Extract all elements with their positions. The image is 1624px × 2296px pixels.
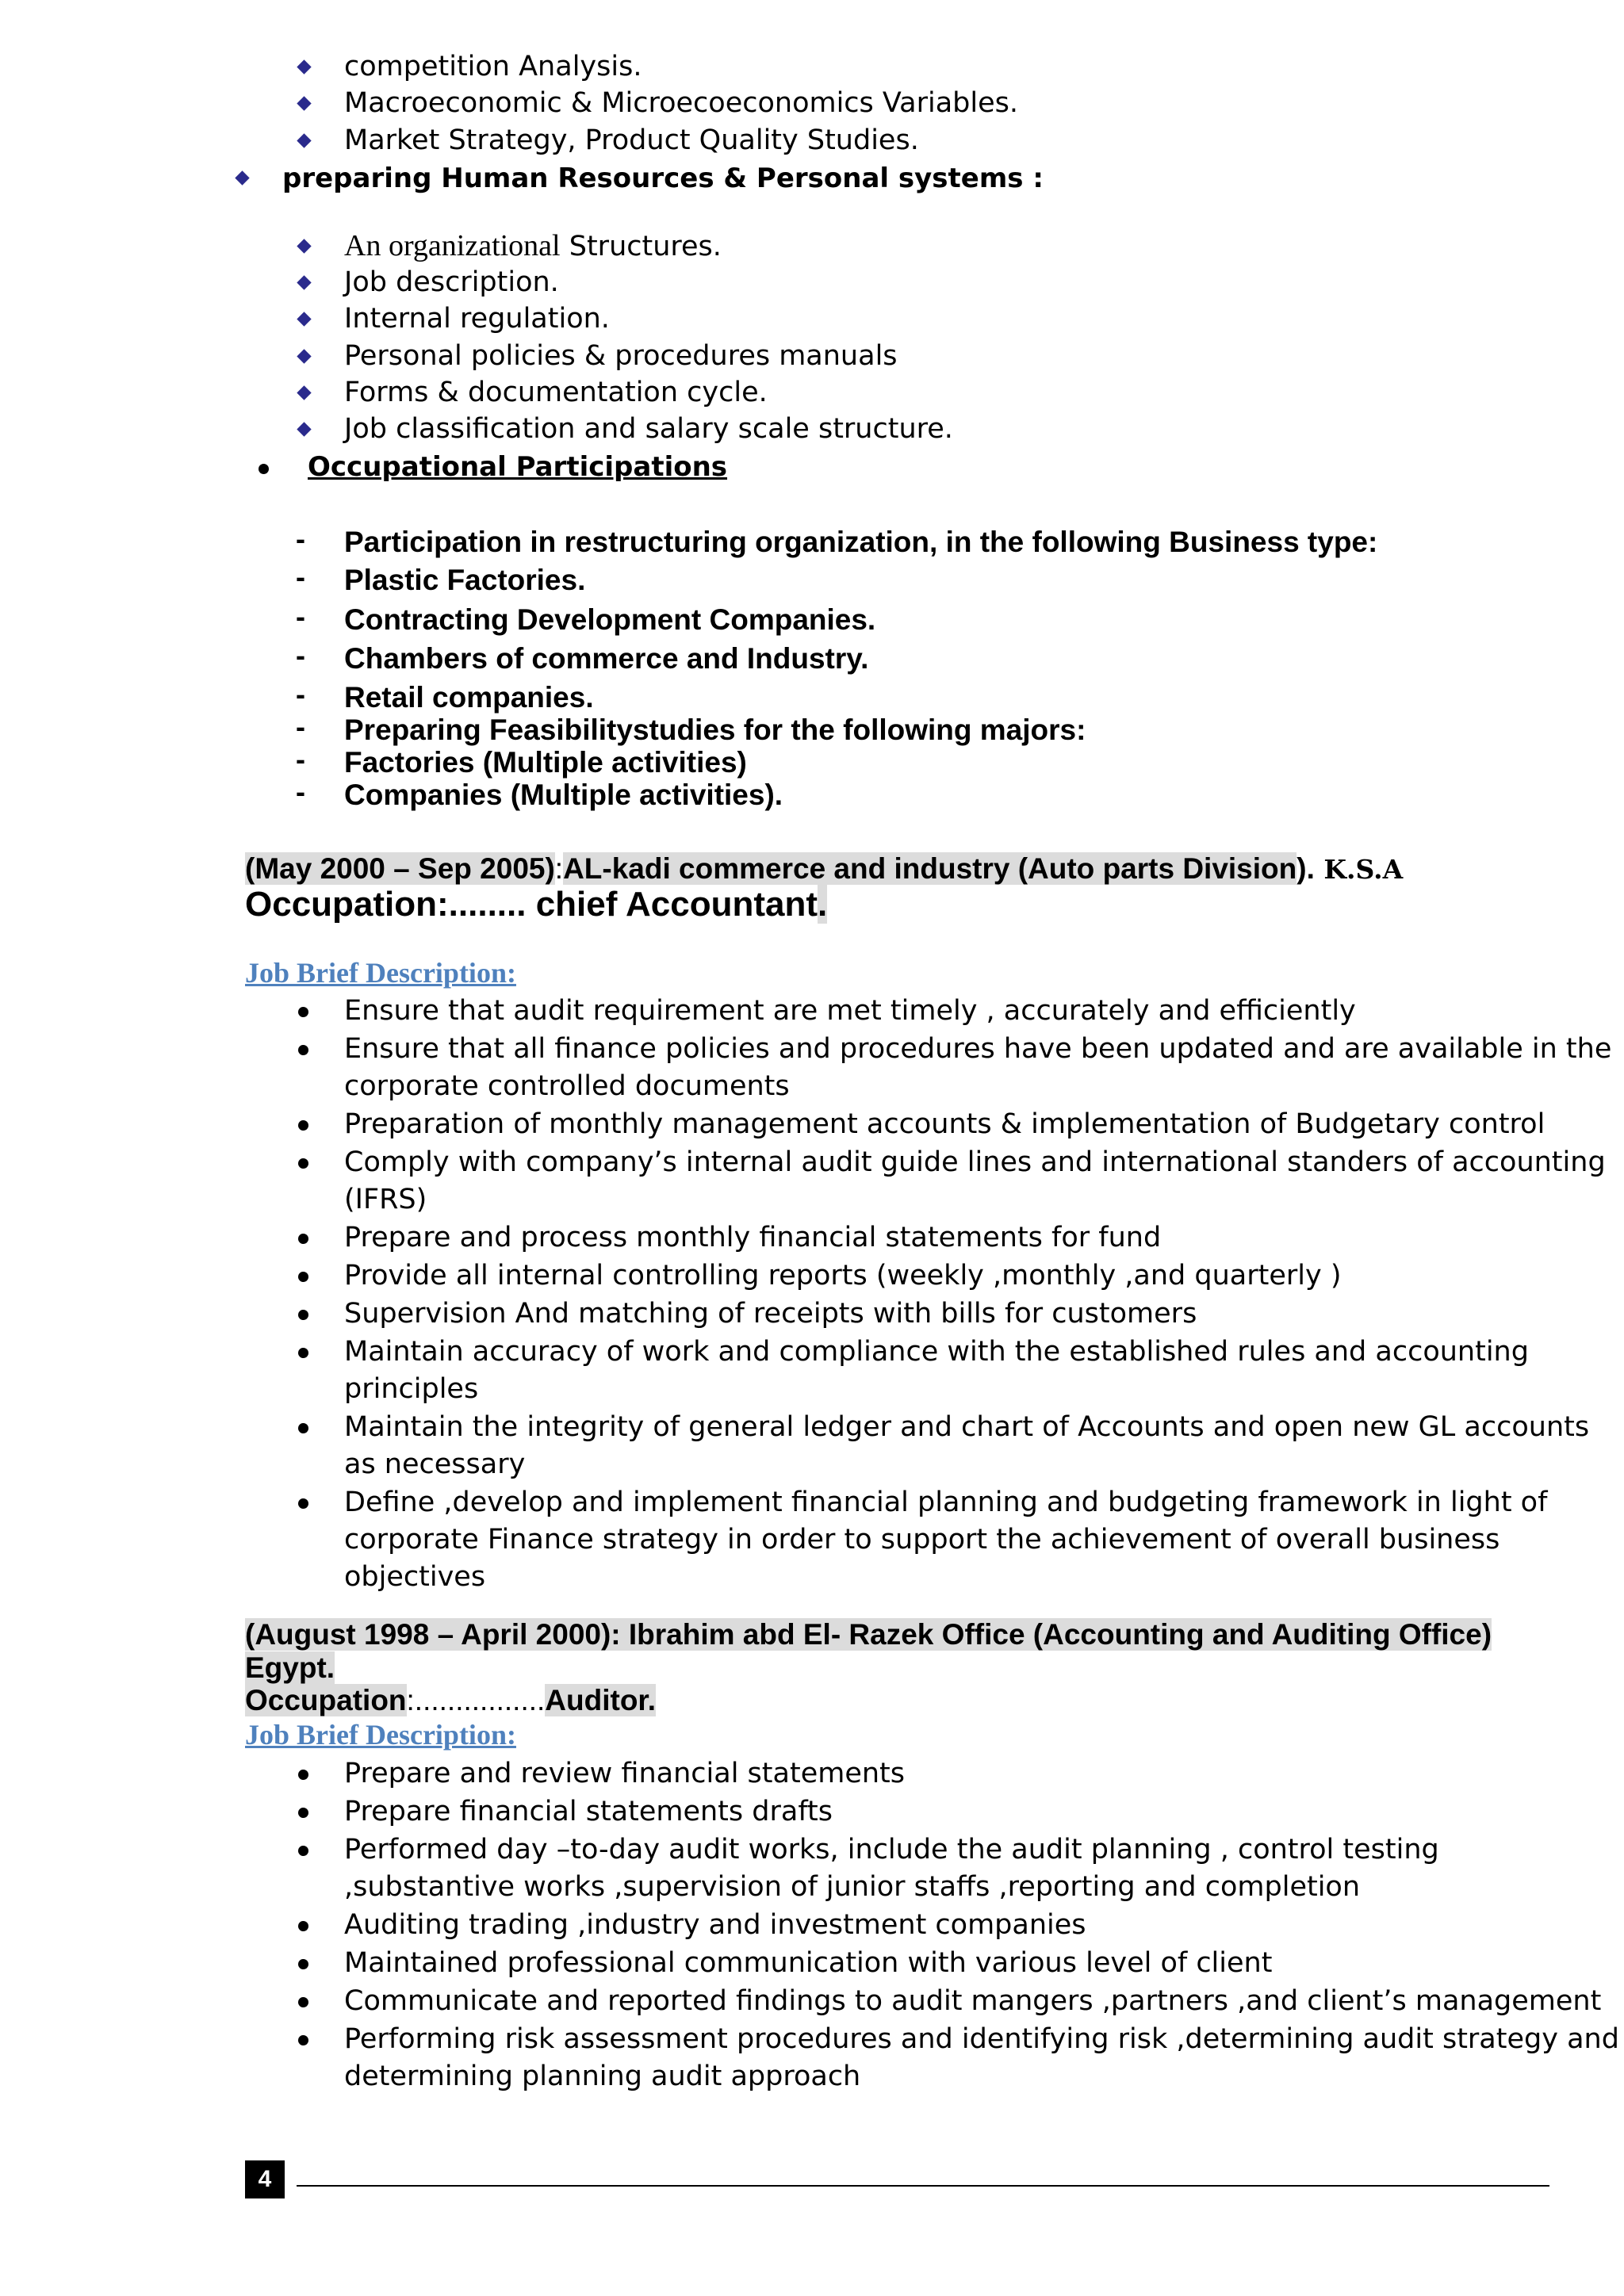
job2-occupation: Occupation:................Auditor. xyxy=(245,1684,657,1716)
duty-line: Ensure that all finance policies and procedures have been updated and are available in the xyxy=(344,1033,1612,1065)
job2-country: Egypt. xyxy=(245,1651,335,1684)
list-item: Chambers of commerce and Industry. xyxy=(344,642,869,675)
list-item: Internal regulation. xyxy=(344,303,610,335)
duty-line: as necessary xyxy=(344,1448,526,1480)
bullet-dot-icon xyxy=(298,1045,308,1055)
bullet-dot-icon xyxy=(298,1348,308,1358)
bullet-dot-icon xyxy=(298,1921,308,1931)
list-item: Personal policies & procedures manuals xyxy=(344,340,898,372)
list-item: competition Analysis. xyxy=(344,51,642,82)
list-item: Retail companies. xyxy=(344,681,594,714)
duty-line: Performing risk assessment procedures and identifying risk ,determining audit strategy and xyxy=(344,2023,1619,2055)
duty-line: Ensure that audit requirement are met timely , accurately and efficiently xyxy=(344,995,1356,1027)
duty-line: (IFRS) xyxy=(344,1184,427,1215)
bullet-dot-icon xyxy=(298,1158,308,1169)
list-item: Companies (Multiple activities). xyxy=(344,779,783,811)
duty-line: objectives xyxy=(344,1561,486,1593)
bullet-dot-icon xyxy=(298,1846,308,1856)
job1-company: AL-kadi commerce and industry (Auto parts Division xyxy=(563,852,1297,885)
diamond-bullet-icon xyxy=(235,170,249,185)
dash-bullet: - xyxy=(296,775,305,808)
duty-line: Auditing trading ,industry and investment companies xyxy=(344,1909,1086,1941)
list-item: Plastic Factories. xyxy=(344,564,586,596)
list-item: Market Strategy, Product Quality Studies. xyxy=(344,124,919,156)
list-item: An organizational Structures. xyxy=(344,229,722,262)
bullet-dot-icon xyxy=(298,1272,308,1282)
bullet-dot-icon xyxy=(298,1007,308,1017)
job1-occupation-title: chief Accountant xyxy=(526,885,818,924)
duty-line: Define ,develop and implement financial planning and budgeting framework in light of xyxy=(344,1487,1548,1518)
duty-line: Comply with company’s internal audit guide lines and international standers of accounting xyxy=(344,1146,1606,1178)
duty-line: Performed day –to-day audit works, include the audit planning , control testing xyxy=(344,1834,1439,1866)
job1-brief-heading: Job Brief Description: xyxy=(245,957,516,989)
dash-bullet: - xyxy=(296,639,305,672)
job2-brief-heading: Job Brief Description: xyxy=(245,1719,516,1751)
diamond-bullet-icon xyxy=(297,96,311,110)
bullet-dot-icon xyxy=(298,1120,308,1131)
bullet-dot-icon xyxy=(298,1997,308,2007)
diamond-bullet-icon xyxy=(297,133,311,147)
duty-line: corporate controlled documents xyxy=(344,1070,790,1102)
duty-line: Prepare and process monthly financial statements for fund xyxy=(344,1222,1162,1253)
dash-bullet: - xyxy=(296,561,305,593)
diamond-bullet-icon xyxy=(297,275,311,289)
dash-bullet: - xyxy=(296,600,305,633)
job1-occupation: Occupation:........ chief Accountant. xyxy=(245,885,828,924)
job1-period: (May 2000 – Sep 2005) xyxy=(245,852,555,885)
duty-line: Maintain accuracy of work and compliance with the established rules and accounting xyxy=(344,1336,1529,1368)
footer-rule xyxy=(297,2185,1549,2187)
list-item: Factories (Multiple activities) xyxy=(344,746,747,779)
job1-country: K.S.A xyxy=(1314,854,1404,885)
list-item: Participation in restructuring organization, in the following Business type: xyxy=(344,526,1378,558)
bullet-dot-icon xyxy=(298,1808,308,1818)
bullet-dot-icon xyxy=(298,1959,308,1969)
bullet-dot-icon xyxy=(298,1234,308,1244)
bullet-dot-icon xyxy=(259,464,269,474)
duty-line: ,substantive works ,supervision of junior staffs ,reporting and completion xyxy=(344,1871,1361,1903)
list-item: Job description. xyxy=(344,266,559,298)
duty-line: Prepare financial statements drafts xyxy=(344,1796,833,1827)
diamond-bullet-icon xyxy=(297,239,311,253)
bullet-dot-icon xyxy=(298,1770,308,1780)
dash-bullet: - xyxy=(296,678,305,710)
diamond-bullet-icon xyxy=(297,59,311,74)
dash-bullet: - xyxy=(296,710,305,743)
dash-bullet: - xyxy=(296,522,305,555)
duty-line: Communicate and reported findings to audit mangers ,partners ,and client’s management xyxy=(344,1985,1602,2017)
list-item: Preparing Feasibilitystudies for the following majors: xyxy=(344,714,1086,746)
list-item: Forms & documentation cycle. xyxy=(344,377,768,408)
list-item: Macroeconomic & Microecoeconomics Variables. xyxy=(344,87,1018,119)
duty-line: Provide all internal controlling reports (weekly ,monthly ,and quarterly ) xyxy=(344,1260,1342,1292)
list-item: Job classification and salary scale structure. xyxy=(344,413,953,445)
duty-line: Supervision And matching of receipts with bills for customers xyxy=(344,1298,1197,1330)
duty-line: Prepare and review financial statements xyxy=(344,1758,905,1789)
list-item: Contracting Development Companies. xyxy=(344,603,876,636)
dash-bullet: - xyxy=(296,743,305,775)
bullet-dot-icon xyxy=(298,2035,308,2045)
hr-systems-heading: preparing Human Resources & Personal systems : xyxy=(282,163,1044,194)
bullet-dot-icon xyxy=(298,1423,308,1433)
job1-heading: (May 2000 – Sep 2005):AL-kadi commerce and industry (Auto parts Division). K.S.A xyxy=(245,852,1404,885)
duty-line: Maintain the integrity of general ledger and chart of Accounts and open new GL accounts xyxy=(344,1411,1590,1443)
diamond-bullet-icon xyxy=(297,349,311,363)
duty-line: corporate Finance strategy in order to support the achievement of overall business xyxy=(344,1524,1500,1556)
duty-line: Preparation of monthly management accounts & implementation of Budgetary control xyxy=(344,1108,1545,1140)
diamond-bullet-icon xyxy=(297,312,311,326)
diamond-bullet-icon xyxy=(297,422,311,436)
job2-heading: (August 1998 – April 2000): Ibrahim abd El- Razek Office (Accounting and Auditing Office) xyxy=(245,1618,1492,1651)
page-number: 4 xyxy=(245,2160,285,2198)
job2-occupation-title: Auditor. xyxy=(545,1684,657,1716)
duty-line: Maintained professional communication with various level of client xyxy=(344,1947,1273,1979)
bullet-dot-icon xyxy=(298,1310,308,1320)
duty-line: principles xyxy=(344,1373,479,1405)
occupational-participations-heading: Occupational Participations xyxy=(308,451,728,483)
duty-line: determining planning audit approach xyxy=(344,2061,861,2092)
diamond-bullet-icon xyxy=(297,385,311,400)
bullet-dot-icon xyxy=(298,1498,308,1509)
